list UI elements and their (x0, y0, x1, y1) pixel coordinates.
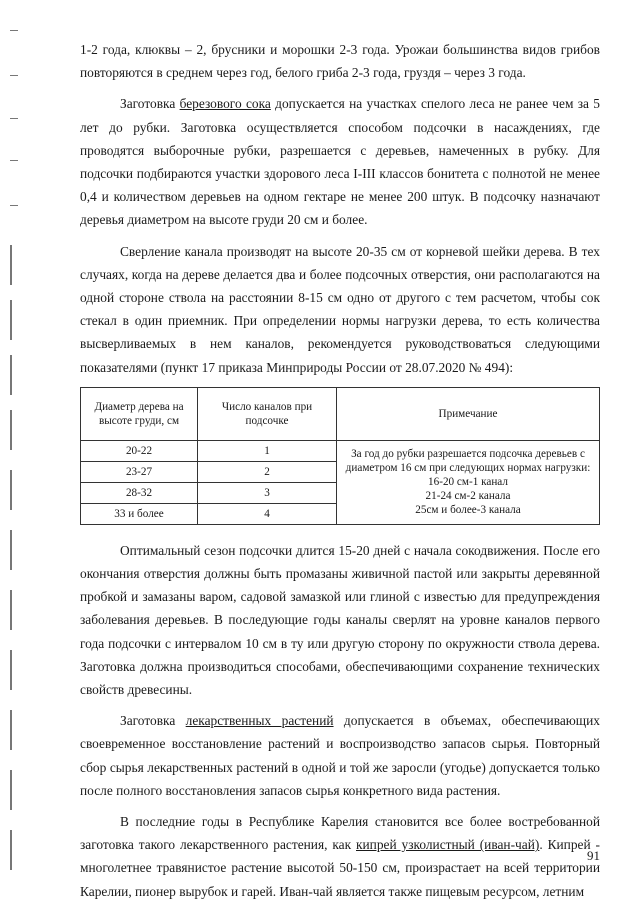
text-run: В последние годы в Республике Карелия становится все более востребованной заготовка такого лекарственного растения, как (80, 814, 600, 853)
margin-bar (10, 410, 12, 450)
margin-tick (10, 160, 18, 161)
table-row (81, 440, 600, 461)
text-run: . Кипрей - многолетнее травянистое растение высотой 50-150 см, произрастает на всей территории Карелии, пионер вырубок и гарей. Иван-чай является также пищевым ресурсом, летним (80, 837, 600, 899)
text-run: допускается в объемах, обеспечивающих своевременное восстановление растений и воспроизводство запасов сырья. Повторный сбор сырья лекарственных растений в одной и той же заросли (угодье) допускается только после полного восстановления запасов сырья конкретного вида растения. (80, 713, 600, 798)
paragraph-berries-yield (80, 38, 600, 84)
margin-tick (10, 75, 18, 76)
margin-bar (10, 710, 12, 750)
paragraph-drilling (80, 240, 600, 379)
underlined-term-fireweed: кипрей узколистный (иван-чай) (356, 837, 540, 853)
margin-tick (10, 30, 18, 31)
table-header-row (81, 387, 600, 440)
text-run: Заготовка (120, 713, 186, 729)
margin-bar (10, 650, 12, 690)
margin-bar (10, 355, 12, 395)
note-line: 21-24 см-2 канала (425, 490, 511, 503)
paragraph-text: Оптимальный сезон подсочки длится 15-20 дней с начала сокодвижения. После его окончания отверстия должны быть промазаны живичной пастой или закрыты деревянной пробкой и замазаны варом, садовой замазкой или глиной с известью для предупреждения заболевания деревьев. В последующие годы каналы сверлят на уровне каналов первого года подсочки с интервалом 10 см в ту или другую сторону по окружности ствола дерева. Заготовка должна производиться способами, обеспечивающими сохранение технических свойств древесины. (80, 542, 600, 698)
note-line: 16-20 см-1 канал (428, 476, 508, 489)
paragraph-medicinal-plants (80, 709, 600, 802)
underlined-term-birch-sap: березового сока (179, 96, 271, 112)
text-run: Заготовка (120, 96, 180, 112)
paragraph-text: 1-2 года, клюквы – 2, брусники и морошки 2-3 года. Урожаи большинства видов грибов повторяются в среднем через год, белого гриба 2-3 года, груздя – через 3 года. (80, 42, 600, 81)
binding-margin-marks (0, 0, 30, 905)
paragraph-birch-sap (80, 92, 600, 231)
page-number: 91 (587, 848, 600, 863)
margin-tick (10, 118, 18, 119)
paragraph-fireweed (80, 810, 600, 903)
paragraph-text (80, 709, 600, 802)
cell-diameter: 23-27 (81, 461, 198, 482)
cell-diameter: 33 и более (81, 503, 198, 524)
cell-diameter: 20-22 (81, 440, 198, 461)
column-header-diameter: Диаметр дерева на высоте груди, см (81, 387, 198, 440)
paragraph-text (80, 92, 600, 231)
cell-note (337, 440, 600, 524)
margin-bar (10, 590, 12, 630)
text-run: допускается на участках спелого леса не ранее чем за 5 лет до рубки. Заготовка осуществляется способом подсочки в насаждениях, где проводятся выборочные рубки, разрешается с деревьев, намеченных в рубку. Для подсочки подбираются участки здорового леса I-III классов бонитета с полнотой не менее 0,4 и количеством деревьев на одном гектаре не менее 200 штук. В подсочку назначают деревья диаметром на высоте груди 20 см и более. (80, 96, 600, 228)
paragraph-season (80, 539, 600, 701)
margin-bar (10, 530, 12, 570)
document-page (80, 38, 600, 911)
tapping-norms-table (80, 387, 600, 525)
column-header-channels: Число каналов при подсочке (198, 387, 337, 440)
note-line: 25см и более-3 канала (415, 504, 521, 517)
cell-diameter: 28-32 (81, 482, 198, 503)
paragraph-text (80, 810, 600, 903)
underlined-term-medicinal-plants: лекарственных растений (185, 713, 334, 729)
column-header-note: Примечание (337, 387, 600, 440)
cell-channels: 3 (198, 482, 337, 503)
margin-tick (10, 205, 18, 206)
margin-bar (10, 770, 12, 810)
cell-channels: 1 (198, 440, 337, 461)
paragraph-text: Сверление канала производят на высоте 20-35 см от корневой шейки дерева. В тех случаях, когда на дереве делается два и более подсочных отверстия, они располагаются на одной стороне ствола на расстоянии 8-15 см одно от другого с тем расчетом, чтобы сок стекал в один приемник. При определении нормы нагрузки дерева, то есть количества высверливаемых в нем каналов, рекомендуется руководствоваться следующими показателями (пункт 17 приказа Минприроды России от 28.07.2020 № 494): (80, 243, 600, 375)
margin-bar (10, 830, 12, 870)
cell-channels: 2 (198, 461, 337, 482)
margin-bar (10, 245, 12, 285)
cell-channels: 4 (198, 503, 337, 524)
margin-bar (10, 470, 12, 510)
margin-bar (10, 300, 12, 340)
note-line: За год до рубки разрешается подсочка деревьев с диаметром 16 см при следующих нормах нагрузки: (345, 448, 591, 475)
